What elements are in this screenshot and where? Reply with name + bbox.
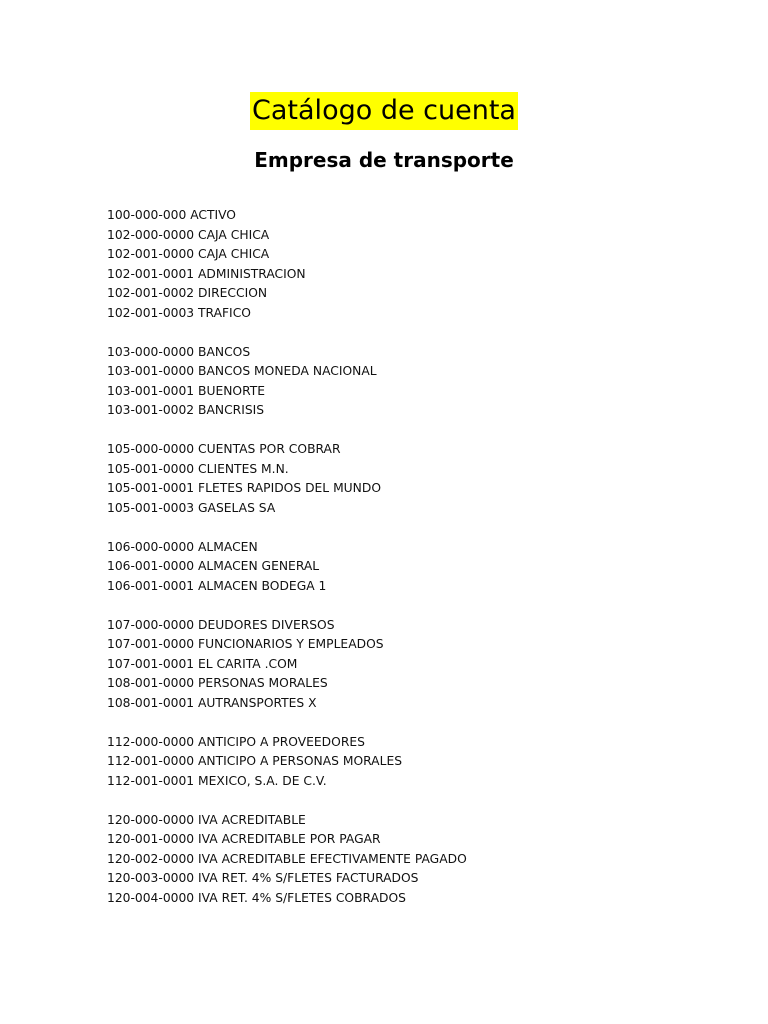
account-line: 106-001-0000 ALMACEN GENERAL xyxy=(107,559,320,573)
account-line: 120-003-0000 IVA RET. 4% S/FLETES FACTURADOS xyxy=(107,871,419,885)
account-line: 105-001-0001 FLETES RAPIDOS DEL MUNDO xyxy=(107,481,382,495)
account-list xyxy=(107,206,707,928)
account-line: 108-001-0001 AUTRANSPORTES X xyxy=(107,695,317,710)
account-line: 103-001-0002 BANCRISIS xyxy=(107,403,265,417)
account-line: 106-001-0001 ALMACEN BODEGA 1 xyxy=(107,578,327,593)
document-subtitle: Empresa de transporte xyxy=(254,148,514,172)
account-group xyxy=(107,538,707,597)
account-line: 120-000-0000 IVA ACREDITABLE xyxy=(107,812,306,827)
account-line: 120-001-0000 IVA ACREDITABLE POR PAGAR xyxy=(107,832,381,846)
account-group xyxy=(107,206,707,323)
account-group xyxy=(107,343,707,421)
account-line: 102-001-0002 DIRECCION xyxy=(107,286,268,300)
account-line: 105-001-0003 GASELAS SA xyxy=(107,500,276,515)
account-group xyxy=(107,733,707,792)
account-line: 102-000-0000 CAJA CHICA xyxy=(107,227,270,242)
account-line: 102-001-0000 CAJA CHICA xyxy=(107,247,270,261)
account-line: 112-001-0001 MEXICO, S.A. DE C.V. xyxy=(107,773,327,788)
account-line: 107-001-0001 EL CARITA .COM xyxy=(107,656,298,671)
account-line: 108-001-0000 PERSONAS MORALES xyxy=(107,676,328,690)
account-line: 107-000-0000 DEUDORES DIVERSOS xyxy=(107,617,335,632)
document-title: Catálogo de cuenta xyxy=(250,92,518,130)
account-line: 100-000-000 ACTIVO xyxy=(107,208,236,222)
account-line: 102-001-0003 TRAFICO xyxy=(107,305,251,320)
title-container xyxy=(0,92,768,130)
account-line: 103-000-0000 BANCOS xyxy=(107,344,251,359)
subtitle-container xyxy=(0,145,768,175)
account-line: 103-001-0001 BUENORTE xyxy=(107,383,266,398)
account-line: 120-004-0000 IVA RET. 4% S/FLETES COBRADOS xyxy=(107,890,406,905)
account-line: 105-001-0000 CLIENTES M.N. xyxy=(107,461,289,476)
account-line: 112-001-0000 ANTICIPO A PERSONAS MORALES xyxy=(107,754,403,768)
account-line: 105-000-0000 CUENTAS POR COBRAR xyxy=(107,442,341,456)
account-line: 107-001-0000 FUNCIONARIOS Y EMPLEADOS xyxy=(107,637,384,651)
account-group xyxy=(107,616,707,714)
account-group xyxy=(107,811,707,909)
account-line: 112-000-0000 ANTICIPO A PROVEEDORES xyxy=(107,734,365,749)
account-line: 106-000-0000 ALMACEN xyxy=(107,539,258,554)
account-line: 103-001-0000 BANCOS MONEDA NACIONAL xyxy=(107,364,377,378)
account-line: 102-001-0001 ADMINISTRACION xyxy=(107,266,306,281)
account-line: 120-002-0000 IVA ACREDITABLE EFECTIVAMENTE PAGADO xyxy=(107,851,467,866)
account-group xyxy=(107,440,707,518)
